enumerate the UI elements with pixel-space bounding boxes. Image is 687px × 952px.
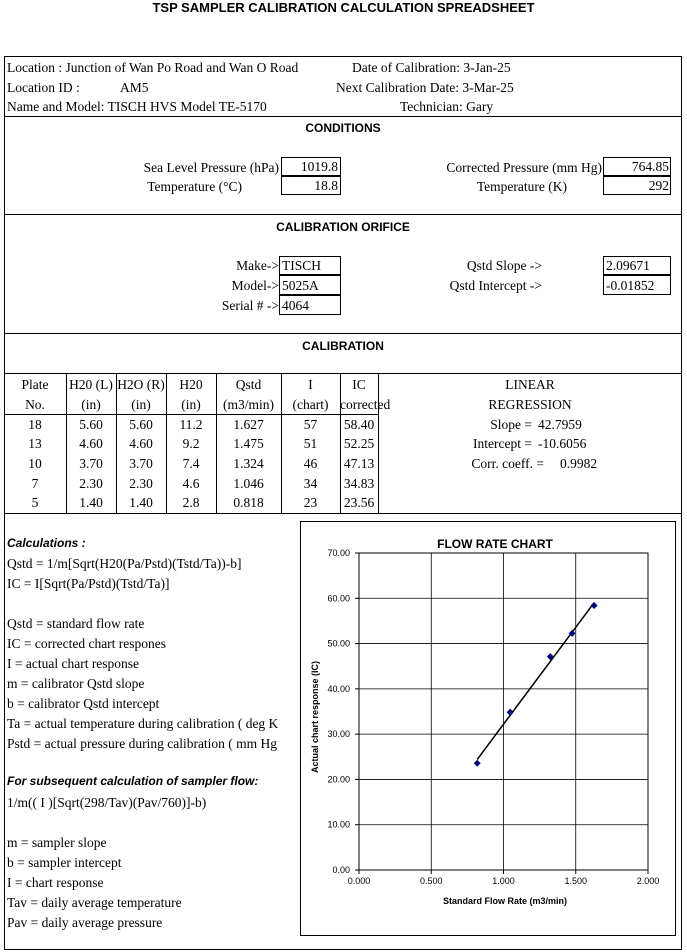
page-title: TSP SAMPLER CALIBRATION CALCULATION SPREADSHEET: [152, 0, 535, 15]
x-tick-label: 2.000: [636, 876, 660, 886]
table-cell: 1.40: [129, 495, 153, 510]
next-calibration-text: Next Calibration Date: 3-Mar-25: [336, 80, 514, 95]
table-cell: 47.13: [343, 456, 375, 471]
table-cell: 1.046: [233, 476, 264, 491]
orifice-header: CALIBRATION ORIFICE: [276, 220, 410, 234]
table-cell: 10: [28, 456, 42, 471]
sampler-formula: 1/m(( I )[Sqrt(298/Tav)(Pav/760)]-b): [7, 795, 207, 810]
table-col-line: [378, 373, 379, 513]
table-cell: 34: [303, 476, 318, 491]
sea-level-value: 1019.8: [300, 159, 338, 174]
note-line: I = actual chart response: [7, 656, 140, 671]
table-cell: 9.2: [182, 436, 200, 451]
regression-header-bottom: REGRESSION: [488, 397, 572, 412]
chart-title: FLOW RATE CHART: [437, 537, 553, 551]
table-cell: 1.324: [233, 456, 264, 471]
table-cell: 58.40: [343, 417, 375, 432]
y-axis-label: Actual chart response (IC): [310, 660, 320, 774]
table-header-underline: [4, 414, 378, 415]
table-cell: 34.83: [343, 476, 375, 491]
note-line: Pstd = actual pressure during calibration ( mm Hg: [7, 736, 278, 751]
table-cell: 7: [31, 476, 39, 491]
chart-frame: [301, 522, 676, 936]
table-cell: 51: [303, 436, 318, 451]
note-line: Tav = daily average temperature: [7, 895, 182, 910]
table-cell: 11.2: [179, 417, 203, 432]
y-tick-label: 20.00: [327, 774, 350, 785]
location-text: Location : Junction of Wan Po Road and Wan O Road: [7, 60, 299, 75]
x-axis-label: Standard Flow Rate (m3/min): [442, 896, 568, 906]
x-tick-label: 1.000: [492, 876, 515, 886]
divider-table: [4, 513, 682, 514]
note-line: I = chart response: [7, 875, 104, 890]
note-line: Ta = actual temperature during calibration ( deg K: [7, 716, 279, 731]
table-cell: 3.70: [129, 456, 153, 471]
table-cell: 0.818: [233, 495, 264, 510]
technician-text: Technician: Gary: [400, 99, 494, 114]
model-label: Model->: [231, 278, 279, 293]
table-cell: 2.30: [79, 476, 103, 491]
calculations-header: Calculations :: [7, 536, 86, 550]
col-header-h20-unit: (in): [181, 397, 201, 412]
col-header-qstd: Qstd: [235, 377, 262, 392]
note-line: m = calibrator Qstd slope: [7, 676, 145, 691]
table-cell: 1.627: [233, 417, 264, 432]
col-header-plate: Plate: [21, 377, 49, 392]
table-cell: 1.40: [79, 495, 103, 510]
col-header-ic: IC: [352, 377, 366, 392]
col-header-h2o-right: H2O (R): [117, 377, 165, 392]
table-cell: 23.56: [343, 495, 375, 510]
table-cell: 52.25: [343, 436, 375, 451]
serial-label: Serial # ->: [221, 298, 279, 313]
temperature-k-label: Temperature (K): [476, 179, 567, 194]
x-tick-label: 0.000: [347, 876, 371, 886]
table-cell: 4.60: [79, 436, 103, 451]
temperature-k-value: 292: [648, 178, 669, 193]
col-header-h20-left-unit: (in): [81, 397, 101, 412]
y-tick-label: 30.00: [327, 729, 350, 740]
notes-panel: [6, 534, 300, 944]
col-header-h20-left: H20 (L): [69, 377, 113, 392]
y-tick-label: 70.00: [327, 548, 350, 558]
x-tick-label: 0.500: [419, 876, 443, 886]
flow-rate-chart: [300, 521, 676, 936]
sea-level-label: Sea Level Pressure (hPa): [143, 160, 279, 175]
note-line: b = calibrator Qstd intercept: [7, 696, 160, 711]
table-cell: 2.8: [182, 495, 200, 510]
table-cell: 5: [31, 495, 39, 510]
table-cell: 1.475: [233, 436, 264, 451]
regression-corr-value: 0.9982: [560, 456, 598, 471]
y-tick-label: 50.00: [327, 638, 350, 649]
table-cell: 46: [303, 456, 318, 471]
regression-slope-value: 42.7959: [538, 417, 582, 432]
divider-info: [4, 116, 682, 117]
qstd-intercept-label: Qstd Intercept ->: [449, 278, 542, 293]
regression-header-top: LINEAR: [505, 377, 555, 392]
qstd-slope-label: Qstd Slope ->: [466, 258, 542, 273]
table-cell: 5.60: [79, 417, 103, 432]
note-line: IC = corrected chart respones: [7, 636, 167, 651]
subsequent-header: For subsequent calculation of sampler flow:: [7, 774, 259, 788]
col-header-i-unit: (chart): [292, 397, 329, 412]
location-id-label: Location ID :: [7, 80, 80, 95]
table-cell: 3.70: [79, 456, 103, 471]
model-value: 5025A: [282, 278, 319, 293]
serial-value: 4064: [282, 298, 309, 313]
corrected-pressure-value: 764.85: [631, 159, 669, 174]
qstd-intercept-value: -0.01852: [606, 278, 655, 293]
regression-intercept-value: -10.6056: [538, 436, 587, 451]
col-header-h20: H20: [179, 377, 203, 392]
note-line: b = sampler intercept: [7, 855, 122, 870]
table-cell: 2.30: [129, 476, 153, 491]
temperature-c-value: 18.8: [314, 178, 338, 193]
divider-calibration-header: [4, 373, 682, 374]
name-model-text: Name and Model: TISCH HVS Model TE-5170: [7, 99, 267, 114]
make-value: TISCH: [282, 258, 322, 273]
temperature-c-label: Temperature (°C): [147, 179, 242, 194]
col-header-i: I: [308, 377, 313, 392]
make-label: Make->: [236, 258, 279, 273]
table-cell: 57: [303, 417, 318, 432]
y-tick-label: 40.00: [327, 683, 350, 694]
date-calibration-text: Date of Calibration: 3-Jan-25: [352, 60, 511, 75]
regression-corr-label: Corr. coeff. =: [471, 456, 544, 471]
conditions-header: CONDITIONS: [305, 121, 381, 135]
col-header-plate-unit: No.: [25, 397, 45, 412]
y-tick-label: 0.00: [332, 865, 350, 875]
divider-orifice: [4, 333, 682, 334]
note-line: IC = I[Sqrt(Pa/Pstd)(Tstd/Ta)]: [7, 576, 170, 591]
table-cell: 18: [28, 417, 42, 432]
col-header-qstd-unit: (m3/min): [223, 397, 274, 412]
table-cell: 4.60: [129, 436, 153, 451]
note-line: Qstd = 1/m[Sqrt(H20(Pa/Pstd)(Tstd/Ta))-b]: [7, 556, 242, 571]
note-line: Qstd = standard flow rate: [7, 616, 145, 631]
table-cell: 5.60: [129, 417, 153, 432]
regression-slope-label: Slope =: [490, 417, 532, 432]
table-cell: 23: [303, 495, 318, 510]
y-tick-label: 60.00: [327, 593, 350, 604]
x-tick-label: 1.500: [564, 876, 588, 886]
qstd-slope-value: 2.09671: [606, 258, 650, 273]
calibration-header: CALIBRATION: [302, 339, 384, 353]
note-line: Pav = daily average pressure: [7, 915, 163, 930]
note-line: m = sampler slope: [7, 835, 107, 850]
col-header-h2o-right-unit: (in): [131, 397, 151, 412]
corrected-pressure-label: Corrected Pressure (mm Hg): [446, 160, 602, 175]
location-id-value: AM5: [120, 80, 149, 95]
table-cell: 7.4: [182, 456, 200, 471]
divider-conditions: [4, 214, 682, 215]
col-header-ic-unit: corrected: [340, 397, 391, 412]
table-cell: 4.6: [182, 476, 200, 491]
y-tick-label: 10.00: [327, 819, 350, 830]
table-cell: 13: [28, 436, 42, 451]
regression-intercept-label: Intercept =: [473, 436, 532, 451]
